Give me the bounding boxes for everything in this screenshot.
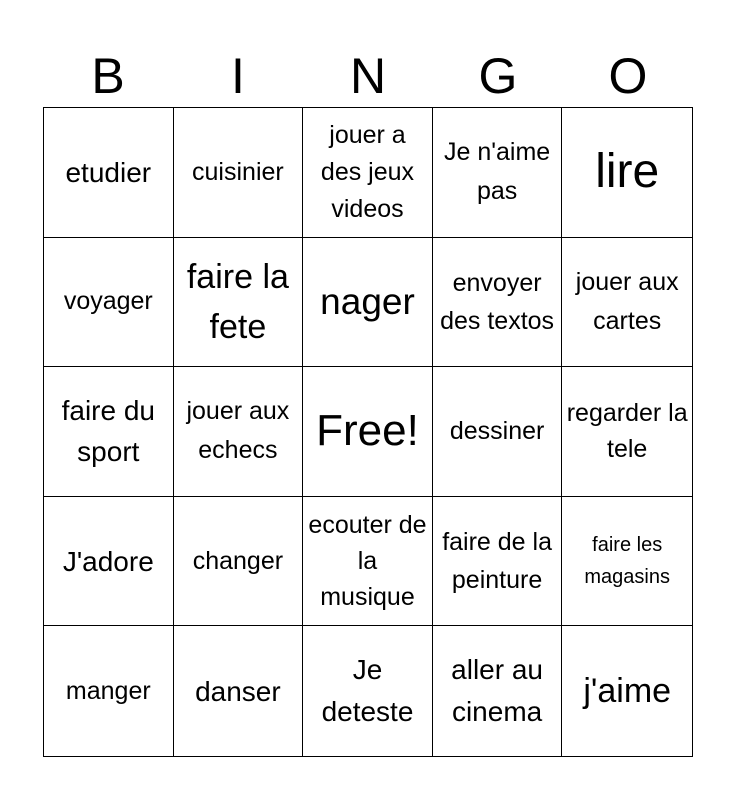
cell-label: etudier [65,156,152,188]
header-letter-b: B [91,48,125,104]
bingo-cell[interactable] [44,108,174,238]
bingo-cell[interactable] [44,238,174,368]
bingo-cell[interactable] [303,108,433,238]
bingo-header [43,48,693,104]
bingo-card-grid [43,107,693,757]
bingo-cell[interactable] [433,238,563,368]
bingo-cell[interactable] [303,626,433,756]
cell-label: Je deteste [321,654,414,728]
cell-label: jouer aux echecs [186,397,290,465]
bingo-cell[interactable] [303,238,433,368]
cell-label: danser [195,675,281,707]
bingo-cell[interactable] [562,497,692,627]
bingo-cell[interactable] [174,238,304,368]
bingo-cell[interactable] [433,497,563,627]
header-letter-g: G [478,48,518,104]
bingo-cell[interactable] [303,367,433,497]
cell-label: faire de la peinture [442,528,552,595]
cell-label: J'adore [62,545,154,577]
cell-label: lire [595,145,660,199]
header-letter-o: O [608,48,648,104]
bingo-cell[interactable] [44,497,174,627]
bingo-cell[interactable] [562,238,692,368]
bingo-cell[interactable] [562,367,692,497]
cell-label: Je n'aime pas [443,138,551,206]
cell-label: cuisinier [192,157,284,186]
header-letter-n: N [349,48,387,104]
cell-label: nager [320,280,415,322]
bingo-cell[interactable] [433,108,563,238]
cell-label: changer [192,546,284,575]
cell-label: regarder la tele [566,399,688,464]
bingo-cell[interactable] [174,497,304,627]
cell-label: manger [65,676,151,705]
bingo-cell[interactable] [44,626,174,756]
cell-label: aller au cinema [451,654,544,728]
bingo-cell[interactable] [174,367,304,497]
bingo-cell[interactable] [303,497,433,627]
cell-label: faire les magasins [584,534,670,589]
bingo-cell[interactable] [433,626,563,756]
cell-label: faire du sport [61,395,155,468]
bingo-cell[interactable] [562,108,692,238]
cell-label: ecouter de la musique [308,511,427,612]
cell-label: envoyer des textos [440,268,555,335]
header-letter-i: I [231,48,245,104]
bingo-cell[interactable] [174,108,304,238]
bingo-cell[interactable] [433,367,563,497]
cell-label: jouer aux cartes [575,267,679,335]
bingo-cell[interactable] [44,367,174,497]
cell-label: Free! [316,406,419,456]
cell-label: jouer a des jeux videos [320,120,415,223]
bingo-cell[interactable] [562,626,692,756]
cell-label: dessiner [449,416,545,445]
cell-label: j'aime [583,672,672,711]
cell-label: faire la fete [186,257,289,346]
bingo-cell[interactable] [174,626,304,756]
cell-label: voyager [63,287,153,316]
